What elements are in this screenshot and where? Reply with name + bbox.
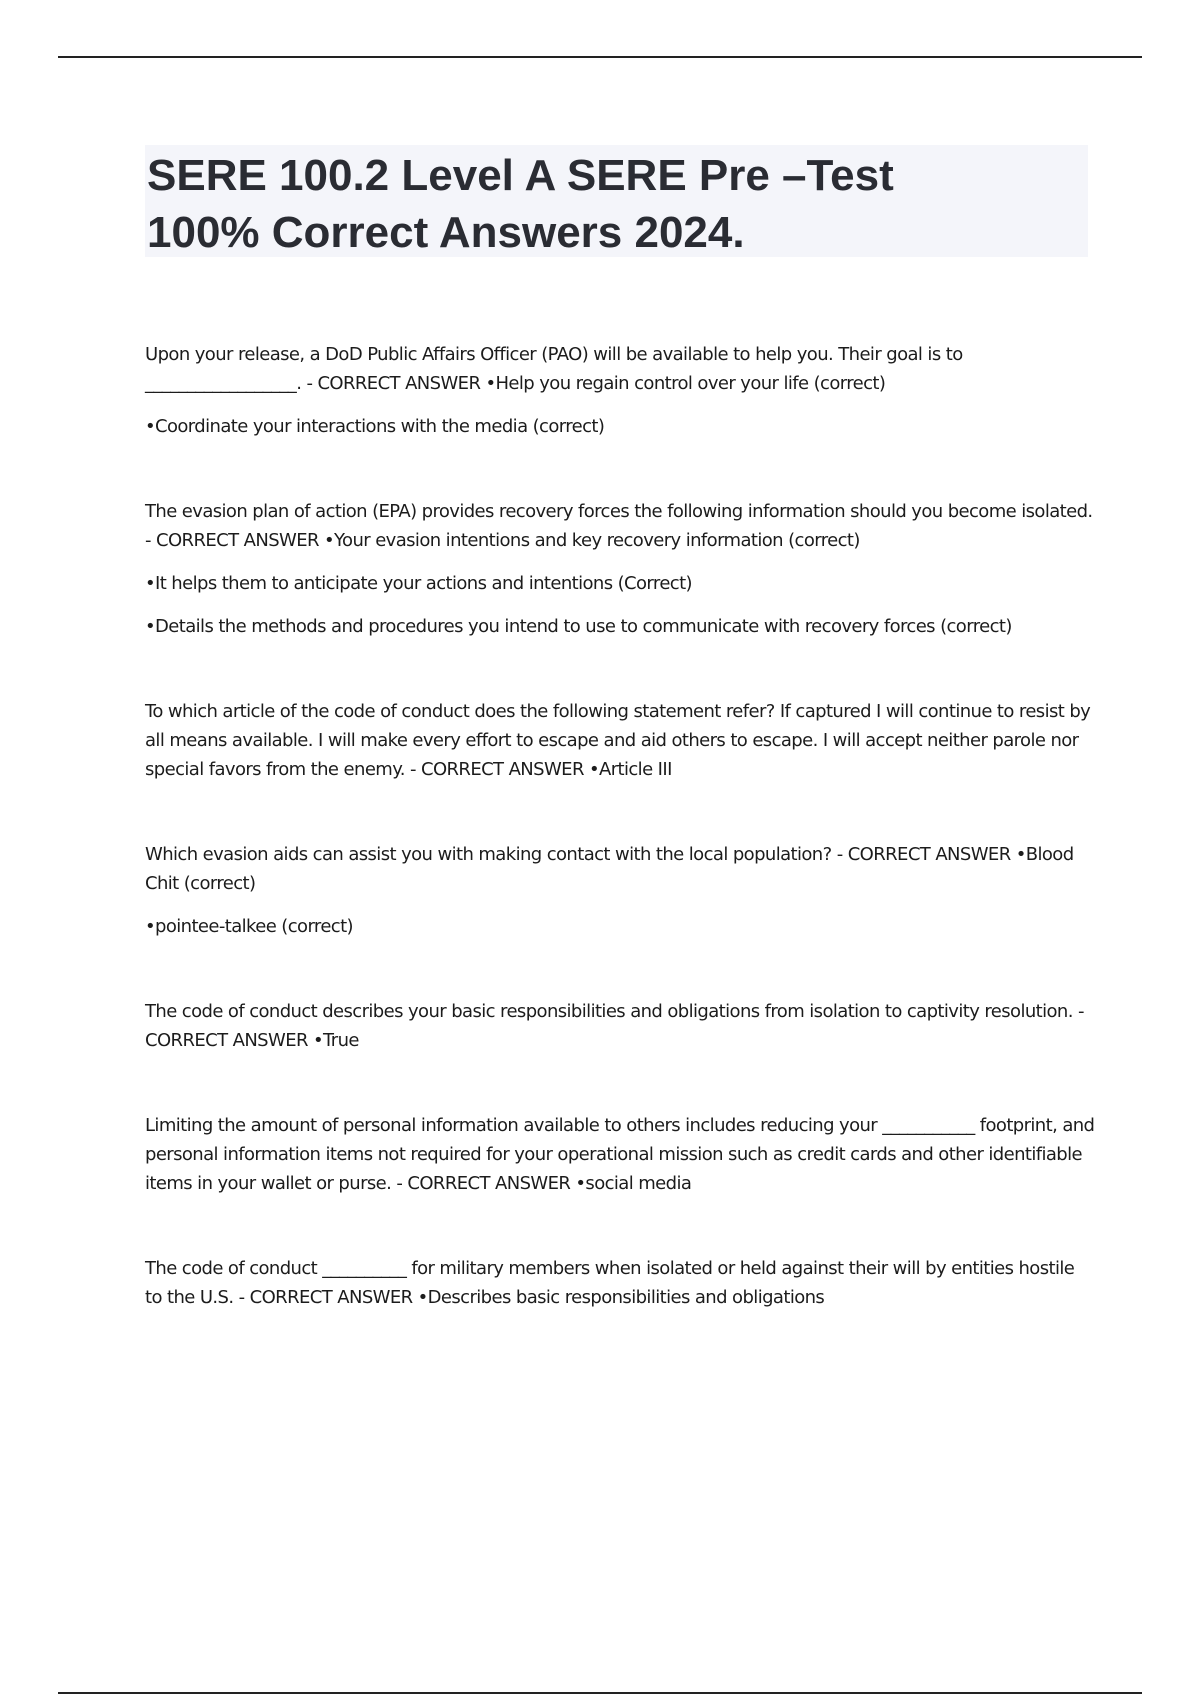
qa-item-5	[145, 997, 1095, 1055]
qa-4-question: Which evasion aids can assist you with making contact with the local population? - CORRECT ANSWER •Blood Chit (correct)	[145, 844, 1074, 894]
qa-2-answer-3: •Details the methods and procedures you intend to use to communicate with recovery forces (correct)	[145, 616, 1012, 637]
qa-5-question: The code of conduct describes your basic responsibilities and obligations from isolation to captivity resolution. - CORRECT ANSWER •True	[145, 1001, 1084, 1051]
qa-item-6	[145, 1111, 1095, 1198]
document-title	[145, 145, 1088, 257]
qa-item-3	[145, 697, 1095, 784]
qa-2-question: The evasion plan of action (EPA) provides recovery forces the following information should you become isolated. - CORRECT ANSWER •Your evasion intentions and key recovery information (correct)	[145, 501, 1093, 551]
bottom-rule	[58, 1692, 1142, 1694]
qa-7-question: The code of conduct __________ for military members when isolated or held against their will by entities hostile to the U.S. - CORRECT ANSWER •Describes basic responsibilities and obligations	[145, 1258, 1075, 1308]
qa-2-answer-2: •It helps them to anticipate your actions and intentions (Correct)	[145, 573, 692, 594]
qa-4-answer-2: •pointee-talkee (correct)	[145, 916, 353, 937]
qa-3-question: To which article of the code of conduct does the following statement refer? If captured I will continue to resist by all means available. I will make every effort to escape and aid others to escape. I will accept neither parole nor special favors from the enemy. - CORRECT ANSWER •Article III	[145, 701, 1091, 780]
question-list	[145, 340, 1095, 1368]
top-rule	[58, 56, 1142, 58]
qa-item-2	[145, 497, 1095, 641]
qa-6-question: Limiting the amount of personal information available to others includes reducing your ___________ footprint, and personal information items not required for your operational mission such as credit cards and other identifiable items in your wallet or purse. - CORRECT ANSWER •social media	[145, 1115, 1095, 1194]
qa-1-question: Upon your release, a DoD Public Affairs Officer (PAO) will be available to help you. Their goal is to __________________. - CORRECT ANSWER •Help you regain control over your life (correct)	[145, 344, 963, 394]
title-line-2: 100% Correct Answers 2024.	[147, 208, 745, 257]
title-line-1: SERE 100.2 Level A SERE Pre –Test	[147, 151, 894, 200]
qa-item-4	[145, 840, 1095, 941]
qa-1-answer-2: •Coordinate your interactions with the media (correct)	[145, 416, 605, 437]
qa-item-1	[145, 340, 1095, 441]
qa-item-7	[145, 1254, 1095, 1312]
